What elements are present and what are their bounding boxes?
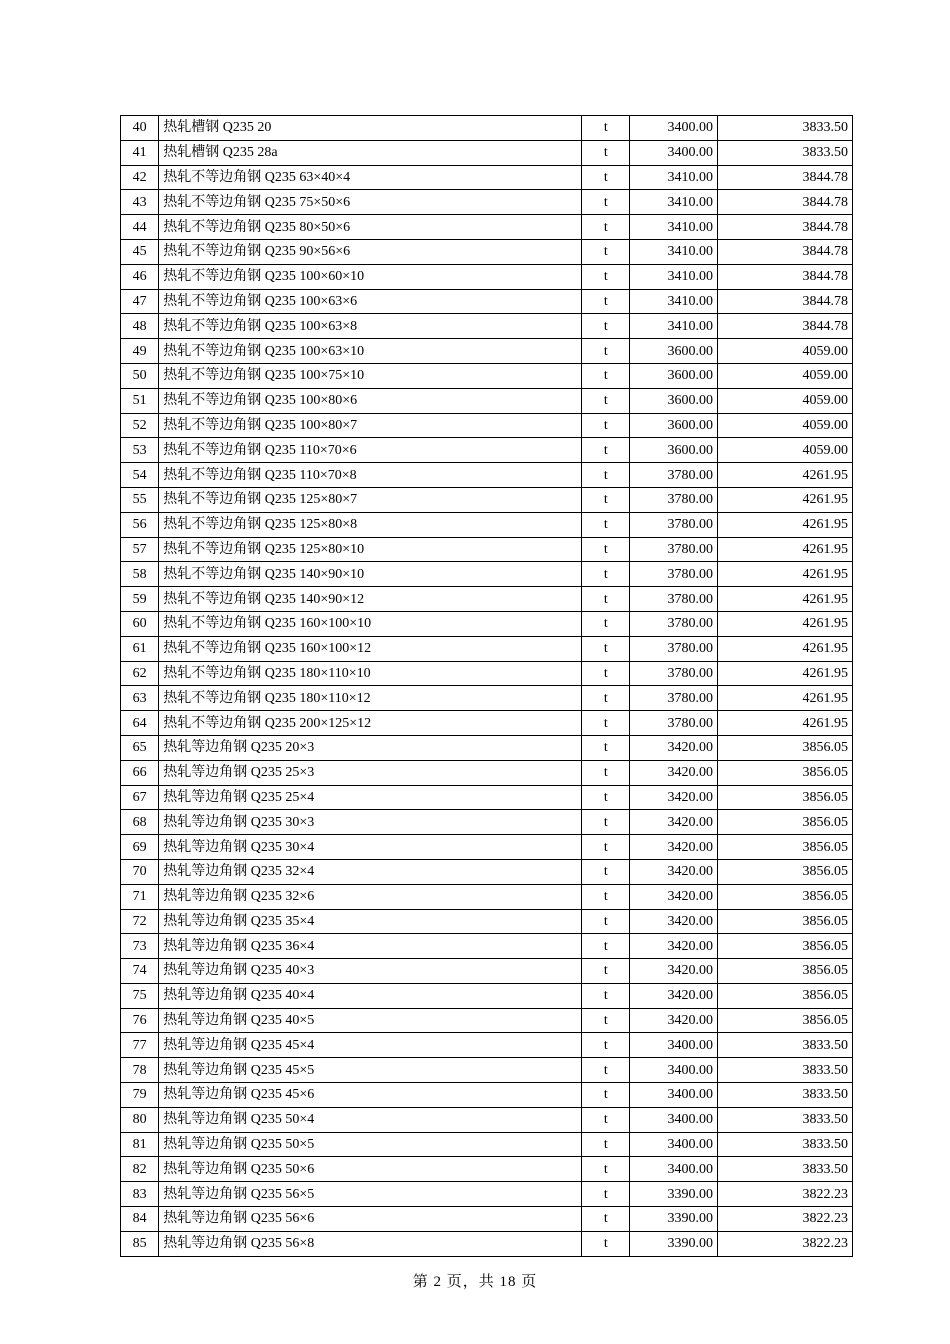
unit-cell: t	[582, 686, 630, 711]
row-number-cell: 72	[121, 909, 159, 934]
tax-inclusive-price-cell: 3822.23	[718, 1231, 853, 1256]
material-name-cell: 热轧等边角钢 Q235 32×4	[159, 859, 582, 884]
table-row	[121, 1008, 853, 1033]
row-number-cell: 41	[121, 140, 159, 165]
tax-inclusive-price-cell: 4059.00	[718, 388, 853, 413]
material-name-cell: 热轧槽钢 Q235 28a	[159, 140, 582, 165]
row-number-cell: 75	[121, 983, 159, 1008]
unit-price-cell: 3420.00	[630, 1008, 718, 1033]
unit-cell: t	[582, 636, 630, 661]
table-row	[121, 388, 853, 413]
table-row	[121, 239, 853, 264]
table-row	[121, 587, 853, 612]
unit-price-cell: 3410.00	[630, 239, 718, 264]
row-number-cell: 62	[121, 661, 159, 686]
unit-cell: t	[582, 438, 630, 463]
tax-inclusive-price-cell: 4261.95	[718, 686, 853, 711]
row-number-cell: 45	[121, 239, 159, 264]
row-number-cell: 78	[121, 1058, 159, 1083]
row-number-cell: 59	[121, 587, 159, 612]
tax-inclusive-price-cell: 3833.50	[718, 1083, 853, 1108]
row-number-cell: 53	[121, 438, 159, 463]
material-name-cell: 热轧不等边角钢 Q235 90×56×6	[159, 239, 582, 264]
tax-inclusive-price-cell: 3844.78	[718, 239, 853, 264]
unit-cell: t	[582, 1107, 630, 1132]
unit-cell: t	[582, 363, 630, 388]
row-number-cell: 83	[121, 1182, 159, 1207]
tax-inclusive-price-cell: 4059.00	[718, 413, 853, 438]
unit-cell: t	[582, 537, 630, 562]
unit-cell: t	[582, 116, 630, 141]
material-name-cell: 热轧不等边角钢 Q235 63×40×4	[159, 165, 582, 190]
unit-price-cell: 3600.00	[630, 388, 718, 413]
table-row	[121, 909, 853, 934]
unit-price-cell: 3600.00	[630, 413, 718, 438]
unit-cell: t	[582, 215, 630, 240]
material-name-cell: 热轧不等边角钢 Q235 110×70×6	[159, 438, 582, 463]
tax-inclusive-price-cell: 4261.95	[718, 562, 853, 587]
row-number-cell: 79	[121, 1083, 159, 1108]
tax-inclusive-price-cell: 3856.05	[718, 785, 853, 810]
row-number-cell: 67	[121, 785, 159, 810]
unit-price-cell: 3420.00	[630, 785, 718, 810]
unit-cell: t	[582, 587, 630, 612]
unit-cell: t	[582, 314, 630, 339]
tax-inclusive-price-cell: 3856.05	[718, 934, 853, 959]
table-row	[121, 116, 853, 141]
unit-price-cell: 3780.00	[630, 587, 718, 612]
unit-cell: t	[582, 1132, 630, 1157]
table-row	[121, 959, 853, 984]
row-number-cell: 85	[121, 1231, 159, 1256]
table-row	[121, 1058, 853, 1083]
row-number-cell: 55	[121, 487, 159, 512]
table-row	[121, 1132, 853, 1157]
unit-price-cell: 3780.00	[630, 487, 718, 512]
table-row	[121, 711, 853, 736]
unit-cell: t	[582, 1157, 630, 1182]
unit-cell: t	[582, 1231, 630, 1256]
material-name-cell: 热轧不等边角钢 Q235 110×70×8	[159, 463, 582, 488]
unit-cell: t	[582, 1008, 630, 1033]
unit-cell: t	[582, 512, 630, 537]
row-number-cell: 51	[121, 388, 159, 413]
table-row	[121, 983, 853, 1008]
table-row	[121, 1033, 853, 1058]
unit-cell: t	[582, 264, 630, 289]
table-row	[121, 562, 853, 587]
tax-inclusive-price-cell: 3844.78	[718, 215, 853, 240]
table-row	[121, 512, 853, 537]
tax-inclusive-price-cell: 3856.05	[718, 959, 853, 984]
table-row	[121, 165, 853, 190]
material-name-cell: 热轧不等边角钢 Q235 160×100×10	[159, 611, 582, 636]
table-row	[121, 190, 853, 215]
unit-cell: t	[582, 165, 630, 190]
unit-price-cell: 3420.00	[630, 760, 718, 785]
unit-price-cell: 3410.00	[630, 190, 718, 215]
tax-inclusive-price-cell: 3844.78	[718, 314, 853, 339]
unit-cell: t	[582, 884, 630, 909]
price-table	[120, 115, 853, 1257]
unit-price-cell: 3400.00	[630, 1132, 718, 1157]
unit-cell: t	[582, 339, 630, 364]
table-row	[121, 934, 853, 959]
tax-inclusive-price-cell: 3856.05	[718, 810, 853, 835]
material-name-cell: 热轧不等边角钢 Q235 100×63×8	[159, 314, 582, 339]
table-row	[121, 810, 853, 835]
tax-inclusive-price-cell: 3844.78	[718, 289, 853, 314]
page-footer: 第 2 页，共 18 页	[412, 1274, 538, 1290]
row-number-cell: 80	[121, 1107, 159, 1132]
row-number-cell: 44	[121, 215, 159, 240]
table-row	[121, 314, 853, 339]
tax-inclusive-price-cell: 3822.23	[718, 1207, 853, 1232]
unit-cell: t	[582, 611, 630, 636]
unit-price-cell: 3410.00	[630, 264, 718, 289]
unit-price-cell: 3600.00	[630, 339, 718, 364]
unit-cell: t	[582, 289, 630, 314]
unit-cell: t	[582, 859, 630, 884]
table-row	[121, 438, 853, 463]
tax-inclusive-price-cell: 4059.00	[718, 438, 853, 463]
material-name-cell: 热轧等边角钢 Q235 25×4	[159, 785, 582, 810]
unit-price-cell: 3410.00	[630, 314, 718, 339]
table-row	[121, 636, 853, 661]
unit-cell: t	[582, 1033, 630, 1058]
material-name-cell: 热轧等边角钢 Q235 50×4	[159, 1107, 582, 1132]
unit-price-cell: 3410.00	[630, 165, 718, 190]
material-name-cell: 热轧等边角钢 Q235 30×3	[159, 810, 582, 835]
tax-inclusive-price-cell: 3822.23	[718, 1182, 853, 1207]
row-number-cell: 46	[121, 264, 159, 289]
tax-inclusive-price-cell: 3856.05	[718, 835, 853, 860]
tax-inclusive-price-cell: 3844.78	[718, 165, 853, 190]
row-number-cell: 40	[121, 116, 159, 141]
unit-price-cell: 3420.00	[630, 934, 718, 959]
table-row	[121, 835, 853, 860]
tax-inclusive-price-cell: 3856.05	[718, 859, 853, 884]
unit-cell: t	[582, 835, 630, 860]
table-row	[121, 140, 853, 165]
unit-price-cell: 3780.00	[630, 711, 718, 736]
table-row	[121, 1107, 853, 1132]
material-name-cell: 热轧不等边角钢 Q235 100×75×10	[159, 363, 582, 388]
row-number-cell: 54	[121, 463, 159, 488]
row-number-cell: 76	[121, 1008, 159, 1033]
material-name-cell: 热轧等边角钢 Q235 50×6	[159, 1157, 582, 1182]
row-number-cell: 48	[121, 314, 159, 339]
material-name-cell: 热轧不等边角钢 Q235 100×80×6	[159, 388, 582, 413]
unit-cell: t	[582, 661, 630, 686]
unit-price-cell: 3780.00	[630, 636, 718, 661]
table-row	[121, 1207, 853, 1232]
unit-cell: t	[582, 487, 630, 512]
row-number-cell: 69	[121, 835, 159, 860]
unit-price-cell: 3410.00	[630, 289, 718, 314]
row-number-cell: 57	[121, 537, 159, 562]
unit-price-cell: 3420.00	[630, 959, 718, 984]
tax-inclusive-price-cell: 3856.05	[718, 909, 853, 934]
row-number-cell: 77	[121, 1033, 159, 1058]
row-number-cell: 63	[121, 686, 159, 711]
material-name-cell: 热轧不等边角钢 Q235 75×50×6	[159, 190, 582, 215]
unit-price-cell: 3420.00	[630, 859, 718, 884]
unit-cell: t	[582, 388, 630, 413]
table-row	[121, 289, 853, 314]
unit-price-cell: 3390.00	[630, 1231, 718, 1256]
table-row	[121, 735, 853, 760]
unit-price-cell: 3780.00	[630, 611, 718, 636]
tax-inclusive-price-cell: 4059.00	[718, 339, 853, 364]
unit-price-cell: 3780.00	[630, 463, 718, 488]
material-name-cell: 热轧等边角钢 Q235 40×5	[159, 1008, 582, 1033]
unit-cell: t	[582, 785, 630, 810]
tax-inclusive-price-cell: 4261.95	[718, 711, 853, 736]
table-row	[121, 463, 853, 488]
table-row	[121, 264, 853, 289]
tax-inclusive-price-cell: 3833.50	[718, 1107, 853, 1132]
material-name-cell: 热轧等边角钢 Q235 32×6	[159, 884, 582, 909]
unit-cell: t	[582, 735, 630, 760]
tax-inclusive-price-cell: 4261.95	[718, 487, 853, 512]
unit-cell: t	[582, 909, 630, 934]
row-number-cell: 60	[121, 611, 159, 636]
row-number-cell: 42	[121, 165, 159, 190]
unit-price-cell: 3420.00	[630, 884, 718, 909]
unit-price-cell: 3420.00	[630, 909, 718, 934]
unit-price-cell: 3780.00	[630, 686, 718, 711]
unit-price-cell: 3400.00	[630, 1058, 718, 1083]
table-row	[121, 884, 853, 909]
table-row	[121, 785, 853, 810]
price-table-body	[121, 116, 853, 1257]
material-name-cell: 热轧等边角钢 Q235 56×8	[159, 1231, 582, 1256]
material-name-cell: 热轧不等边角钢 Q235 125×80×8	[159, 512, 582, 537]
material-name-cell: 热轧不等边角钢 Q235 180×110×12	[159, 686, 582, 711]
tax-inclusive-price-cell: 4261.95	[718, 636, 853, 661]
tax-inclusive-price-cell: 4261.95	[718, 611, 853, 636]
row-number-cell: 56	[121, 512, 159, 537]
unit-cell: t	[582, 463, 630, 488]
table-row	[121, 1157, 853, 1182]
unit-price-cell: 3420.00	[630, 735, 718, 760]
material-name-cell: 热轧不等边角钢 Q235 180×110×10	[159, 661, 582, 686]
tax-inclusive-price-cell: 3833.50	[718, 140, 853, 165]
tax-inclusive-price-cell: 4059.00	[718, 363, 853, 388]
material-name-cell: 热轧等边角钢 Q235 56×5	[159, 1182, 582, 1207]
tax-inclusive-price-cell: 3856.05	[718, 760, 853, 785]
table-row	[121, 537, 853, 562]
table-row	[121, 1182, 853, 1207]
tax-inclusive-price-cell: 3833.50	[718, 1157, 853, 1182]
unit-cell: t	[582, 190, 630, 215]
unit-price-cell: 3400.00	[630, 116, 718, 141]
tax-inclusive-price-cell: 4261.95	[718, 537, 853, 562]
table-row	[121, 611, 853, 636]
unit-price-cell: 3780.00	[630, 562, 718, 587]
unit-price-cell: 3780.00	[630, 537, 718, 562]
row-number-cell: 49	[121, 339, 159, 364]
material-name-cell: 热轧槽钢 Q235 20	[159, 116, 582, 141]
unit-cell: t	[582, 239, 630, 264]
table-row	[121, 859, 853, 884]
row-number-cell: 52	[121, 413, 159, 438]
tax-inclusive-price-cell: 3844.78	[718, 264, 853, 289]
unit-cell: t	[582, 1058, 630, 1083]
unit-price-cell: 3410.00	[630, 215, 718, 240]
row-number-cell: 47	[121, 289, 159, 314]
material-name-cell: 热轧不等边角钢 Q235 80×50×6	[159, 215, 582, 240]
material-name-cell: 热轧不等边角钢 Q235 100×63×6	[159, 289, 582, 314]
unit-price-cell: 3600.00	[630, 438, 718, 463]
unit-price-cell: 3780.00	[630, 512, 718, 537]
material-name-cell: 热轧等边角钢 Q235 40×3	[159, 959, 582, 984]
unit-price-cell: 3420.00	[630, 810, 718, 835]
unit-cell: t	[582, 810, 630, 835]
table-row	[121, 363, 853, 388]
unit-cell: t	[582, 934, 630, 959]
unit-cell: t	[582, 983, 630, 1008]
unit-price-cell: 3400.00	[630, 1107, 718, 1132]
unit-price-cell: 3780.00	[630, 661, 718, 686]
row-number-cell: 66	[121, 760, 159, 785]
tax-inclusive-price-cell: 3856.05	[718, 983, 853, 1008]
row-number-cell: 81	[121, 1132, 159, 1157]
material-name-cell: 热轧不等边角钢 Q235 100×80×7	[159, 413, 582, 438]
tax-inclusive-price-cell: 3833.50	[718, 116, 853, 141]
material-name-cell: 热轧不等边角钢 Q235 125×80×10	[159, 537, 582, 562]
tax-inclusive-price-cell: 3856.05	[718, 1008, 853, 1033]
material-name-cell: 热轧不等边角钢 Q235 140×90×12	[159, 587, 582, 612]
unit-price-cell: 3400.00	[630, 1033, 718, 1058]
material-name-cell: 热轧等边角钢 Q235 36×4	[159, 934, 582, 959]
material-name-cell: 热轧等边角钢 Q235 40×4	[159, 983, 582, 1008]
unit-cell: t	[582, 1083, 630, 1108]
unit-cell: t	[582, 959, 630, 984]
material-name-cell: 热轧等边角钢 Q235 50×5	[159, 1132, 582, 1157]
unit-cell: t	[582, 562, 630, 587]
material-name-cell: 热轧不等边角钢 Q235 125×80×7	[159, 487, 582, 512]
table-row	[121, 1083, 853, 1108]
row-number-cell: 43	[121, 190, 159, 215]
material-name-cell: 热轧不等边角钢 Q235 100×63×10	[159, 339, 582, 364]
material-name-cell: 热轧等边角钢 Q235 45×4	[159, 1033, 582, 1058]
material-name-cell: 热轧不等边角钢 Q235 140×90×10	[159, 562, 582, 587]
row-number-cell: 65	[121, 735, 159, 760]
unit-price-cell: 3420.00	[630, 983, 718, 1008]
unit-price-cell: 3600.00	[630, 363, 718, 388]
unit-price-cell: 3400.00	[630, 140, 718, 165]
row-number-cell: 50	[121, 363, 159, 388]
tax-inclusive-price-cell: 3833.50	[718, 1033, 853, 1058]
table-row	[121, 215, 853, 240]
tax-inclusive-price-cell: 4261.95	[718, 587, 853, 612]
row-number-cell: 58	[121, 562, 159, 587]
material-name-cell: 热轧等边角钢 Q235 56×6	[159, 1207, 582, 1232]
row-number-cell: 70	[121, 859, 159, 884]
material-name-cell: 热轧等边角钢 Q235 35×4	[159, 909, 582, 934]
unit-cell: t	[582, 413, 630, 438]
tax-inclusive-price-cell: 3856.05	[718, 735, 853, 760]
unit-price-cell: 3390.00	[630, 1207, 718, 1232]
material-name-cell: 热轧等边角钢 Q235 30×4	[159, 835, 582, 860]
unit-price-cell: 3390.00	[630, 1182, 718, 1207]
unit-price-cell: 3420.00	[630, 835, 718, 860]
material-name-cell: 热轧等边角钢 Q235 20×3	[159, 735, 582, 760]
unit-cell: t	[582, 1207, 630, 1232]
unit-cell: t	[582, 711, 630, 736]
tax-inclusive-price-cell: 4261.95	[718, 463, 853, 488]
material-name-cell: 热轧不等边角钢 Q235 100×60×10	[159, 264, 582, 289]
material-name-cell: 热轧等边角钢 Q235 25×3	[159, 760, 582, 785]
unit-cell: t	[582, 1182, 630, 1207]
material-name-cell: 热轧不等边角钢 Q235 200×125×12	[159, 711, 582, 736]
unit-price-cell: 3400.00	[630, 1083, 718, 1108]
row-number-cell: 68	[121, 810, 159, 835]
row-number-cell: 82	[121, 1157, 159, 1182]
row-number-cell: 74	[121, 959, 159, 984]
unit-cell: t	[582, 760, 630, 785]
tax-inclusive-price-cell: 3833.50	[718, 1132, 853, 1157]
material-name-cell: 热轧等边角钢 Q235 45×6	[159, 1083, 582, 1108]
material-name-cell: 热轧等边角钢 Q235 45×5	[159, 1058, 582, 1083]
table-row	[121, 760, 853, 785]
table-row	[121, 339, 853, 364]
unit-cell: t	[582, 140, 630, 165]
row-number-cell: 84	[121, 1207, 159, 1232]
tax-inclusive-price-cell: 4261.95	[718, 512, 853, 537]
material-name-cell: 热轧不等边角钢 Q235 160×100×12	[159, 636, 582, 661]
tax-inclusive-price-cell: 3844.78	[718, 190, 853, 215]
table-row	[121, 686, 853, 711]
tax-inclusive-price-cell: 4261.95	[718, 661, 853, 686]
table-row	[121, 1231, 853, 1256]
table-row	[121, 413, 853, 438]
row-number-cell: 61	[121, 636, 159, 661]
unit-price-cell: 3400.00	[630, 1157, 718, 1182]
tax-inclusive-price-cell: 3856.05	[718, 884, 853, 909]
table-row	[121, 661, 853, 686]
row-number-cell: 71	[121, 884, 159, 909]
tax-inclusive-price-cell: 3833.50	[718, 1058, 853, 1083]
row-number-cell: 64	[121, 711, 159, 736]
table-row	[121, 487, 853, 512]
row-number-cell: 73	[121, 934, 159, 959]
